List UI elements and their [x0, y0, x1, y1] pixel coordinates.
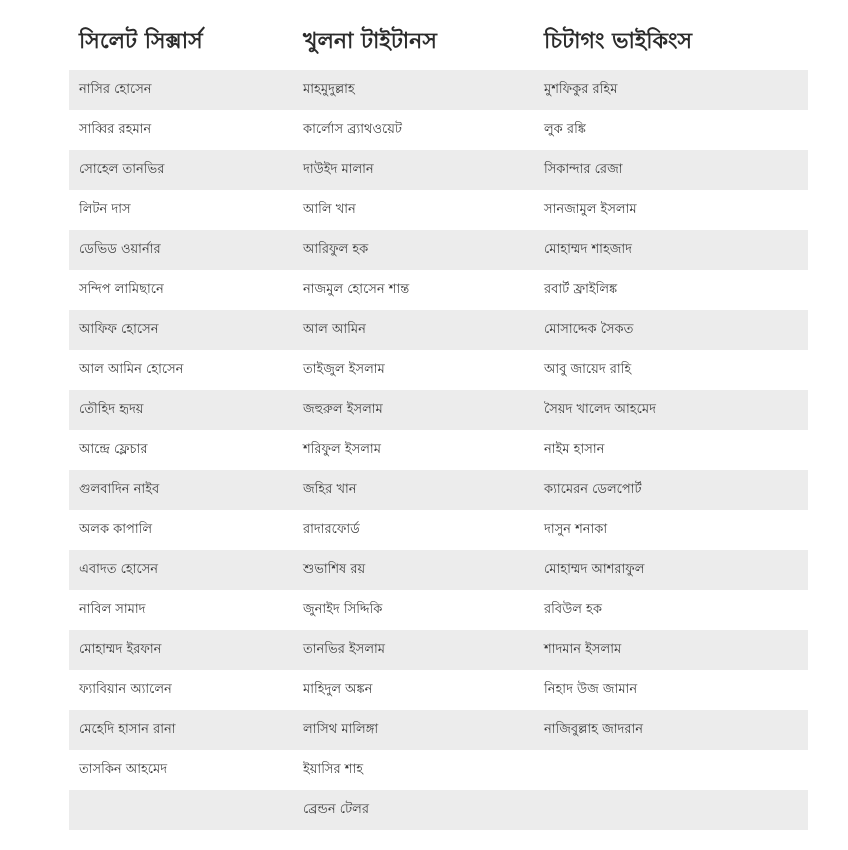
player-cell: রবিউল হক [534, 590, 808, 630]
player-cell: মোসাদ্দেক সৈকত [534, 310, 808, 350]
player-cell: দাসুন শনাকা [534, 510, 808, 550]
player-cell: ব্রেন্ডন টেলর [293, 790, 534, 830]
table-row [69, 390, 808, 430]
table-row [69, 430, 808, 470]
table-row [69, 350, 808, 390]
player-cell: নিহাদ উজ জামান [534, 670, 808, 710]
player-cell: আফিফ হোসেন [69, 310, 293, 350]
player-cell: নাবিল সামাদ [69, 590, 293, 630]
player-cell: মাহিদুল অঙ্কন [293, 670, 534, 710]
table-row [69, 790, 808, 830]
player-cell: শুভাশিষ রয় [293, 550, 534, 590]
player-cell: ডেভিড ওয়ার্নার [69, 230, 293, 270]
player-cell: লাসিথ মালিঙ্গা [293, 710, 534, 750]
player-cell: নাজমুল হোসেন শান্ত [293, 270, 534, 310]
table-header [69, 14, 808, 70]
player-cell: আন্দ্রে ফ্লেচার [69, 430, 293, 470]
player-cell: সোহেল তানভির [69, 150, 293, 190]
player-cell: নাজিবুল্লাহ জাদরান [534, 710, 808, 750]
header-sylhet-sixers: সিলেট সিক্সার্স [79, 28, 203, 54]
player-cell: তানভির ইসলাম [293, 630, 534, 670]
player-cell: আবু জায়েদ রাহি [534, 350, 808, 390]
player-cell: গুলবাদিন নাইব [69, 470, 293, 510]
squad-table [69, 14, 808, 830]
player-cell: তাইজুল ইসলাম [293, 350, 534, 390]
player-cell: আরিফুল হক [293, 230, 534, 270]
player-cell: মেহেদি হাসান রানা [69, 710, 293, 750]
player-cell: তৌহিদ হৃদয় [69, 390, 293, 430]
table-row [69, 270, 808, 310]
player-cell: সৈয়দ খালেদ আহমেদ [534, 390, 808, 430]
player-cell [69, 790, 293, 830]
table-row [69, 550, 808, 590]
player-cell: তাসকিন আহমেদ [69, 750, 293, 790]
player-cell: মুশফিকুর রহিম [534, 70, 808, 110]
table-row [69, 230, 808, 270]
player-cell: মোহাম্মদ আশরাফুল [534, 550, 808, 590]
player-cell: অলক কাপালি [69, 510, 293, 550]
player-cell: কার্লোস ব্র্যাথওয়েট [293, 110, 534, 150]
player-cell: আল আমিন হোসেন [69, 350, 293, 390]
player-cell: ক্যামেরন ডেলপোর্ট [534, 470, 808, 510]
squad-table-container [69, 14, 808, 830]
table-row [69, 310, 808, 350]
player-cell: জহুরুল ইসলাম [293, 390, 534, 430]
table-row [69, 750, 808, 790]
player-cell: সানজামুল ইসলাম [534, 190, 808, 230]
player-cell: ইয়াসির শাহ [293, 750, 534, 790]
player-cell: এবাদত হোসেন [69, 550, 293, 590]
table-row [69, 510, 808, 550]
table-row [69, 470, 808, 510]
header-row [69, 14, 808, 70]
player-cell: মাহমুদুল্লাহ [293, 70, 534, 110]
header-chittagong-vikings: চিটাগং ভাইকিংস [544, 28, 692, 54]
table-row [69, 630, 808, 670]
table-row [69, 110, 808, 150]
player-cell: আলি খান [293, 190, 534, 230]
player-cell: রবার্ট ফ্রাইলিঙ্ক [534, 270, 808, 310]
player-cell: নাসির হোসেন [69, 70, 293, 110]
table-body [69, 70, 808, 830]
player-cell: সিকান্দার রেজা [534, 150, 808, 190]
player-cell: আল আমিন [293, 310, 534, 350]
player-cell: সাব্বির রহমান [69, 110, 293, 150]
table-row [69, 150, 808, 190]
player-cell: শাদমান ইসলাম [534, 630, 808, 670]
player-cell: শরিফুল ইসলাম [293, 430, 534, 470]
player-cell: দাউইদ মালান [293, 150, 534, 190]
table-row [69, 190, 808, 230]
header-khulna-titans: খুলনা টাইটানস [303, 28, 437, 54]
table-row [69, 710, 808, 750]
player-cell: সন্দিপ লামিছানে [69, 270, 293, 310]
player-cell [534, 750, 808, 790]
player-cell: রাদারফোর্ড [293, 510, 534, 550]
player-cell: ফ্যাবিয়ান অ্যালেন [69, 670, 293, 710]
player-cell: নাইম হাসান [534, 430, 808, 470]
player-cell: মোহাম্মদ শাহজাদ [534, 230, 808, 270]
player-cell: লিটন দাস [69, 190, 293, 230]
table-row [69, 590, 808, 630]
player-cell: জুনাইদ সিদ্দিকি [293, 590, 534, 630]
player-cell: মোহাম্মদ ইরফান [69, 630, 293, 670]
table-row [69, 70, 808, 110]
table-row [69, 670, 808, 710]
player-cell: জহির খান [293, 470, 534, 510]
player-cell: লুক রঙ্কি [534, 110, 808, 150]
player-cell [534, 790, 808, 830]
